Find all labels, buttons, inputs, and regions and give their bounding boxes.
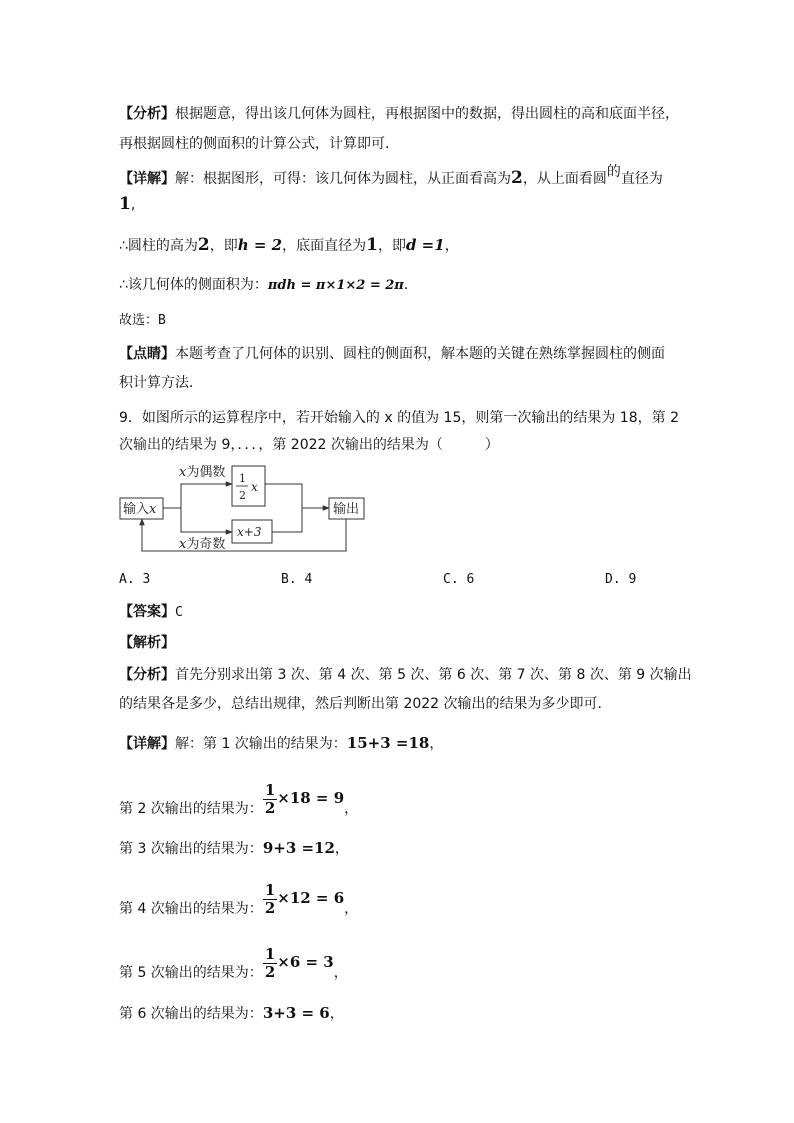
prev-eq-h: h = 2 <box>237 236 283 254</box>
odd-branch-arrow <box>181 508 232 532</box>
plus-three-label: x+3 <box>237 525 262 539</box>
step6-end: ， <box>329 1006 344 1022</box>
prev-comment-line-1 <box>119 343 665 365</box>
prev-comment-line-2 <box>119 372 203 394</box>
analysis-tag: 【分析】 <box>119 667 175 683</box>
question-text-2: 次输出的结果为 9，．．．，第 2022 次输出的结果为（ ） <box>119 437 499 453</box>
step4-end: ， <box>344 901 359 917</box>
step4-fraction <box>263 882 277 917</box>
step4-equation: ×12 = 6 <box>277 889 345 907</box>
question-line-2 <box>119 434 499 456</box>
prev-comment-text-2: 积计算方法． <box>119 375 203 391</box>
half-denominator: 2 <box>239 489 246 502</box>
prev-detail-text-3e: ， <box>444 238 459 254</box>
prev-detail-text-3b: ，即 <box>209 238 238 254</box>
analysis-text-2: 的结果各是多少，总结出规律，然后判断出第 2022 次输出的结果为多少即可． <box>119 696 612 712</box>
step5-equation: ×6 = 3 <box>277 953 334 971</box>
step4-text: 第 4 次输出的结果为： <box>119 901 263 917</box>
prev-analysis-text-1: 根据题意，得出该几何体为圆柱，再根据图中的数据，得出圆柱的高和底面半径， <box>175 106 679 122</box>
step5-text: 第 5 次输出的结果为： <box>119 965 263 981</box>
prev-detail-text-1c: 的 <box>606 164 621 180</box>
prev-detail-tag: 【详解】 <box>119 171 175 187</box>
input-label: 输入x <box>123 502 157 517</box>
option-c: C. 6 <box>443 572 475 587</box>
prev-analysis-line-1 <box>119 103 679 125</box>
detail-step-3 <box>119 837 349 860</box>
step6-equation: 3+3 = 6 <box>262 1004 330 1022</box>
step6-text: 第 6 次输出的结果为： <box>119 1006 263 1022</box>
step1-text: 解：第 1 次输出的结果为： <box>175 736 347 752</box>
prev-detail-text-3a: ∴圆柱的高为 <box>119 238 198 254</box>
prev-height-value: 2 <box>511 168 523 188</box>
solution-tag: 【解析】 <box>119 635 175 651</box>
step5-denominator: 2 <box>264 962 276 981</box>
prev-detail-text-2: , <box>130 197 136 213</box>
step2-equation: ×18 = 9 <box>277 789 345 807</box>
option-b: B. 4 <box>281 572 313 587</box>
prev-comment-text-1: 本题考查了几何体的识别、圆柱的侧面积，解本题的关键在熟练掌握圆柱的侧面 <box>175 346 665 362</box>
prev-detail-text-1a: 解：根据图形，可得：该几何体为圆柱，从正面看高为 <box>175 171 511 187</box>
prev-detail-line-2 <box>119 193 135 216</box>
step2-numerator: 1 <box>264 780 276 799</box>
output-label: 输出 <box>333 502 360 517</box>
question-text-1: 9．如图所示的运算程序中，若开始输入的 x 的值为 15，则第一次输出的结果为 18，第 2 <box>119 410 679 426</box>
step3-text: 第 3 次输出的结果为： <box>119 841 263 857</box>
detail-step-1 <box>119 732 443 755</box>
prev-detail-text-1d: 直径为 <box>620 171 663 187</box>
step1-equation: 15+3 =18 <box>346 734 430 752</box>
prev-detail-text-1b: ，从上面看圆 <box>522 171 607 187</box>
prev-eq-d: d =1 <box>405 236 445 254</box>
step2-text: 第 2 次输出的结果为： <box>119 801 263 817</box>
operation-flowchart <box>115 462 370 558</box>
option-d: D. 9 <box>605 572 637 587</box>
prev-detail-line-3 <box>119 234 459 257</box>
prev-height-value-2: 2 <box>197 235 210 255</box>
analysis-line-1 <box>119 664 692 686</box>
step3-equation: 9+3 =12 <box>262 839 335 857</box>
answer-line <box>119 601 183 624</box>
even-branch-arrow <box>181 484 232 508</box>
step5-end: ， <box>333 965 348 981</box>
even-condition-label: x为偶数 <box>179 465 226 480</box>
prev-diameter-value-2: 1 <box>366 235 378 255</box>
prev-diameter-value: 1 <box>119 194 131 214</box>
prev-analysis-text-2: 再根据圆柱的侧面积的计算公式，计算即可． <box>119 136 399 152</box>
prev-analysis-line-2 <box>119 133 399 155</box>
odd-condition-label: x为奇数 <box>179 537 226 552</box>
solution-line <box>119 632 175 654</box>
step2-denominator: 2 <box>264 798 276 817</box>
detail-step-4 <box>119 878 358 919</box>
step4-denominator: 2 <box>264 898 276 917</box>
prev-detail-text-4b: ． <box>403 277 418 293</box>
prev-detail-text-3d: ，即 <box>377 238 406 254</box>
detail-tag: 【详解】 <box>119 736 175 752</box>
prev-detail-text-3c: ，底面直径为 <box>282 238 367 254</box>
question-line-1 <box>119 407 679 429</box>
step1-end: ， <box>429 736 444 752</box>
half-variable: x <box>251 480 258 494</box>
prev-detail-line-1 <box>119 164 663 190</box>
prev-choice: 故选：B <box>119 313 166 328</box>
answer-value: C <box>175 605 183 620</box>
answer-tag: 【答案】 <box>119 604 175 620</box>
option-a: A. 3 <box>119 572 151 587</box>
half-numerator: 1 <box>239 472 246 485</box>
step5-numerator: 1 <box>264 944 276 963</box>
analysis-text-1: 首先分别求出第 3 次、第 4 次、第 5 次、第 6 次、第 7 次、第 8 次、第 9 次输出 <box>175 667 692 683</box>
prev-comment-tag: 【点睛】 <box>119 346 175 362</box>
prev-eq-area: πdh = π×1×2 = 2π <box>267 278 404 293</box>
step2-fraction <box>263 782 277 817</box>
detail-step-6 <box>119 1002 344 1025</box>
step3-end: ， <box>334 841 349 857</box>
step2-end: ， <box>344 801 359 817</box>
detail-step-2 <box>119 778 358 819</box>
prev-detail-line-4 <box>119 274 418 297</box>
step4-numerator: 1 <box>264 880 276 899</box>
detail-step-5 <box>119 942 348 983</box>
step5-fraction <box>263 946 277 981</box>
prev-analysis-tag: 【分析】 <box>119 106 175 122</box>
analysis-line-2 <box>119 693 612 715</box>
prev-detail-text-4a: ∴该几何体的侧面积为： <box>119 277 268 293</box>
